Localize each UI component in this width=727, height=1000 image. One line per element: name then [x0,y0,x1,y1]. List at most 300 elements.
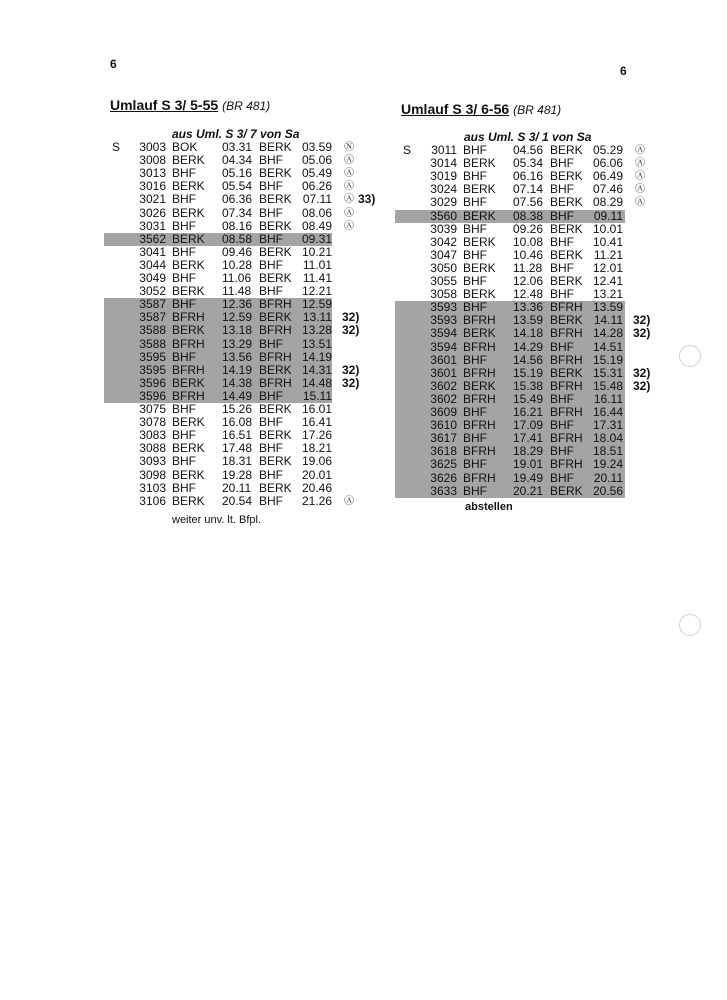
left-title: Umlauf S 3/ 5-55 [110,97,219,113]
arrival-time: 06.06 [592,156,623,171]
page-number-left: 6 [110,57,117,71]
departure-time: 14.18 [513,326,544,341]
from-station: BFRH [463,365,496,380]
departure-time: 10.08 [513,234,544,249]
to-station: BHF [259,336,283,351]
to-station: BERK [259,218,292,233]
departure-time: 18.31 [222,454,253,469]
footnote-ref: 32) [633,326,651,341]
train-number: 3019 [430,169,457,184]
train-number: 3596 [139,388,166,403]
train-number: 3044 [139,257,166,272]
train-number: 3029 [430,195,457,210]
train-number: 3050 [430,260,457,275]
arrival-time: 16.44 [592,405,623,419]
from-station: BERK [172,375,205,390]
arrival-time: 18.04 [592,431,623,446]
to-station: BHF [550,234,574,249]
arrival-time: 06.49 [592,169,623,184]
to-station: BFRH [550,300,583,315]
arrival-time: 19.06 [301,454,332,469]
departure-time: 14.29 [513,339,544,354]
departure-time: 09.26 [513,221,544,236]
departure-time: 17.48 [222,441,253,456]
departure-time: 07.14 [513,182,544,197]
service-marker: S [112,140,121,154]
from-station: BFRH [172,336,205,351]
arrival-time: 11.41 [302,271,332,285]
arrival-time: 10.21 [301,244,332,259]
from-station: BERK [463,378,496,393]
to-station: BFRH [259,297,292,312]
to-station: BHF [550,156,574,171]
train-number: 3106 [139,493,166,508]
arrival-time: 14.31 [301,362,332,377]
arrival-time: 08.06 [301,205,332,220]
to-station: BHF [259,284,283,299]
day-symbol: Ⓐ [344,168,354,180]
to-station: BERK [550,169,583,184]
day-symbol: Ⓐ [635,171,645,183]
departure-time: 17.09 [513,418,544,433]
from-station: BHF [172,271,196,285]
arrival-time: 05.49 [301,166,332,181]
footnote-ref: 32) [342,375,360,390]
departure-time: 13.18 [222,323,253,338]
train-number: 3588 [139,323,166,338]
to-station: BHF [550,391,574,406]
from-station: BERK [172,284,205,299]
train-number: 3052 [139,284,166,299]
to-station: BERK [259,140,292,154]
day-symbol: Ⓐ [344,194,354,206]
train-number: 3602 [430,391,457,406]
departure-time: 15.19 [513,365,544,380]
arrival-time: 11.21 [593,247,623,262]
footnote-ref: 32) [342,310,360,325]
to-station: BERK [550,483,583,498]
arrival-time: 14.48 [301,375,332,390]
arrival-time: 16.01 [301,402,332,416]
departure-time: 10.28 [222,257,253,272]
from-station: BHF [463,195,487,210]
from-station: BHF [463,457,487,472]
from-station: BERK [172,467,205,482]
from-station: BERK [172,415,205,430]
day-symbol: Ⓐ [635,158,645,170]
train-number: 3049 [139,271,166,285]
to-station: BHF [550,182,574,197]
departure-time: 12.06 [513,274,544,288]
train-number: 3602 [430,378,457,393]
arrival-time: 17.31 [592,418,623,433]
departure-time: 08.38 [513,208,544,223]
from-station: BERK [172,205,205,220]
from-station: BERK [172,323,205,338]
arrival-time: 10.41 [592,234,623,249]
departure-time: 14.38 [222,375,253,390]
train-number: 3008 [139,153,166,168]
to-station: BFRH [259,349,292,364]
from-station: BERK [463,326,496,341]
train-number: 3593 [430,313,457,328]
arrival-time: 12.59 [301,297,332,312]
day-symbol: Ⓐ [635,197,645,209]
arrival-time: 07.11 [302,192,332,207]
to-station: BERK [259,244,292,259]
left-subheading: aus Uml. S 3/ 7 von Sa [172,127,300,141]
from-station: BHF [463,483,487,498]
train-number: 3588 [139,336,166,351]
departure-time: 04.34 [222,153,253,168]
departure-time: 20.54 [222,493,253,508]
from-station: BFRH [463,391,496,406]
arrival-time: 14.28 [592,326,623,341]
departure-time: 03.31 [222,140,253,154]
footnote-ref: 32) [342,362,360,377]
arrival-time: 14.19 [301,349,332,364]
arrival-time: 06.26 [301,179,332,194]
departure-time: 07.56 [513,195,544,210]
right-heading [401,101,561,119]
train-number: 3016 [139,179,166,194]
from-station: BFRH [172,362,205,377]
arrival-time: 21.26 [301,493,332,508]
train-number: 3560 [430,208,457,223]
arrival-time: 20.46 [301,480,332,495]
departure-time: 05.54 [222,179,253,194]
from-station: BHF [463,143,487,157]
punch-hole-lower [679,614,701,636]
departure-time: 09.46 [222,244,253,259]
to-station: BFRH [550,352,583,367]
from-station: BERK [172,257,205,272]
arrival-time: 07.46 [592,182,623,197]
from-station: BHF [172,244,196,259]
from-station: BFRH [172,310,205,325]
departure-time: 16.51 [222,428,253,443]
train-number: 3618 [430,444,457,459]
arrival-time: 15.11 [302,388,332,403]
arrival-time: 13.28 [301,323,332,338]
departure-time: 05.34 [513,156,544,171]
from-station: BHF [463,352,487,367]
departure-time: 14.56 [513,352,544,367]
departure-time: 11.48 [222,284,252,299]
from-station: BERK [463,260,496,275]
train-number: 3595 [139,362,166,377]
departure-time: 15.38 [513,378,544,393]
to-station: BERK [550,247,583,262]
departure-time: 14.19 [222,362,253,377]
to-station: BERK [259,362,292,377]
to-station: BHF [550,444,574,459]
arrival-time: 15.31 [592,365,623,380]
to-station: BHF [550,260,574,275]
train-number: 3093 [139,454,166,469]
arrival-time: 17.26 [301,428,332,443]
left-heading [110,97,270,115]
from-station: BFRH [463,339,496,354]
train-number: 3587 [139,310,166,325]
footnote-ref: 32) [633,365,651,380]
to-station: BERK [550,274,583,288]
arrival-time: 20.56 [592,483,623,498]
departure-time: 07.34 [222,205,253,220]
train-number: 3042 [430,234,457,249]
from-station: BHF [172,192,196,207]
from-station: BFRH [172,388,205,403]
day-symbol: Ⓐ [344,155,354,167]
from-station: BHF [463,300,487,315]
departure-time: 17.41 [513,431,544,446]
to-station: BERK [550,313,583,328]
train-number: 3013 [139,166,166,181]
to-station: BERK [550,143,583,157]
to-station: BHF [259,467,283,482]
arrival-time: 11.01 [302,257,332,272]
departure-time: 12.48 [513,287,544,302]
arrival-time: 05.06 [301,153,332,168]
departure-time: 19.01 [513,457,544,472]
arrival-time: 09.31 [301,231,332,246]
departure-time: 11.06 [222,271,252,285]
from-station: BHF [172,218,196,233]
arrival-time: 13.21 [592,287,623,302]
train-number: 3633 [430,483,457,498]
departure-time: 08.16 [222,218,253,233]
departure-time: 12.36 [222,297,253,312]
from-station: BERK [172,179,205,194]
from-station: BHF [463,169,487,184]
left-timetable [112,141,382,531]
train-number: 3103 [139,480,166,495]
departure-time: 18.29 [513,444,544,459]
from-station: BHF [172,402,196,416]
arrival-time: 18.51 [592,444,623,459]
train-number: 3011 [431,143,457,157]
right-footer: abstellen [465,501,513,513]
departure-time: 12.59 [222,310,253,325]
to-station: BHF [259,388,283,403]
to-station: BHF [259,205,283,220]
departure-time: 15.26 [222,402,253,416]
to-station: BERK [259,454,292,469]
train-number: 3625 [430,457,457,472]
from-station: BHF [172,428,196,443]
from-station: BHF [172,166,196,181]
day-symbol: Ⓐ [635,145,645,156]
arrival-time: 08.49 [301,218,332,233]
train-number: 3039 [430,221,457,236]
arrival-time: 13.11 [302,310,332,325]
train-number: 3617 [430,431,457,446]
to-station: BFRH [550,326,583,341]
to-station: BHF [550,339,574,354]
to-station: BERK [259,402,292,416]
from-station: BHF [463,274,487,288]
from-station: BERK [463,182,496,197]
train-number: 3021 [139,192,166,207]
arrival-time: 08.29 [592,195,623,210]
from-station: BHF [463,431,487,446]
from-station: BHF [172,480,196,495]
arrival-time: 12.01 [592,260,623,275]
from-station: BHF [172,454,196,469]
departure-time: 04.56 [513,143,544,157]
departure-time: 13.29 [222,336,253,351]
day-symbol: Ⓐ [635,184,645,196]
arrival-time: 15.48 [592,378,623,393]
to-station: BHF [259,257,283,272]
from-station: BHF [172,349,196,364]
to-station: BFRH [550,431,583,446]
departure-time: 20.11 [222,480,252,495]
right-timetable [403,144,673,514]
to-station: BFRH [259,323,292,338]
day-symbol: Ⓐ [344,220,354,232]
from-station: BERK [172,231,205,246]
from-station: BHF [172,297,196,312]
train-number: 3601 [430,352,457,367]
from-station: BERK [463,287,496,302]
departure-time: 14.49 [222,388,253,403]
right-title: Umlauf S 3/ 6-56 [401,101,510,117]
to-station: BERK [259,166,292,181]
arrival-time: 03.59 [301,140,332,154]
arrival-time: 14.11 [593,313,623,328]
train-number: 3055 [430,274,457,288]
from-station: BFRH [463,418,496,433]
arrival-time: 10.01 [592,221,623,236]
right-subheading: aus Uml. S 3/ 1 von Sa [464,130,592,144]
arrival-time: 20.11 [593,470,623,485]
train-number: 3047 [430,247,457,262]
departure-time: 15.49 [513,391,544,406]
footnote-ref: 32) [633,313,651,328]
train-number: 3058 [430,287,457,302]
footnote-ref: 32) [342,323,360,338]
train-number: 3594 [430,339,457,354]
arrival-time: 16.41 [301,415,332,430]
to-station: BFRH [259,375,292,390]
train-number: 3098 [139,467,166,482]
to-station: BFRH [550,378,583,393]
departure-time: 08.58 [222,231,253,246]
arrival-time: 20.01 [301,467,332,482]
departure-time: 06.16 [513,169,544,184]
from-station: BERK [172,493,205,508]
train-number: 3594 [430,326,457,341]
departure-time: 13.59 [513,313,544,328]
arrival-time: 13.51 [301,336,332,351]
to-station: BERK [550,365,583,380]
to-station: BFRH [550,457,583,472]
footnote-ref: 32) [633,378,651,393]
arrival-time: 12.41 [592,274,623,288]
from-station: BFRH [463,470,496,485]
left-br: (BR 481) [222,99,271,113]
departure-time: 13.56 [222,349,253,364]
train-number: 3088 [139,441,166,456]
departure-time: 06.36 [222,192,253,207]
from-station: BFRH [463,313,496,328]
departure-time: 05.16 [222,166,253,181]
right-br: (BR 481) [513,103,562,117]
train-number: 3031 [139,218,166,233]
departure-time: 19.28 [222,467,253,482]
train-number: 3083 [139,428,166,443]
to-station: BHF [259,441,283,456]
from-station: BFRH [463,444,496,459]
train-number: 3026 [139,205,166,220]
day-symbol: Ⓐ [344,207,354,219]
train-number: 3601 [430,365,457,380]
to-station: BHF [259,415,283,430]
arrival-time: 05.29 [592,143,623,157]
to-station: BHF [259,231,283,246]
to-station: BHF [550,287,574,302]
train-number: 3014 [430,156,457,171]
to-station: BFRH [550,405,583,419]
train-number: 3626 [430,470,457,485]
departure-time: 13.36 [513,300,544,315]
arrival-time: 09.11 [593,208,623,223]
departure-time: 11.28 [513,260,543,275]
to-station: BERK [550,221,583,236]
to-station: BHF [259,179,283,194]
from-station: BERK [172,153,205,168]
train-number: 3024 [430,182,457,197]
train-number: 3003 [139,140,166,154]
from-station: BHF [463,221,487,236]
from-station: BERK [172,441,205,456]
to-station: BHF [550,470,574,485]
footnote-ref: 33) [358,192,376,207]
to-station: BHF [259,153,283,168]
left-footer: weiter unv. lt. Bfpl. [172,514,262,526]
arrival-time: 16.11 [593,391,623,406]
to-station: BHF [550,208,574,223]
day-symbol: Ⓐ [344,495,354,507]
train-number: 3596 [139,375,166,390]
punch-hole-upper [679,345,701,367]
from-station: BERK [463,156,496,171]
train-number: 3610 [430,418,457,433]
train-number: 3595 [139,349,166,364]
arrival-time: 18.21 [301,441,332,456]
from-station: BOK [172,140,198,154]
arrival-time: 15.19 [592,352,623,367]
from-station: BHF [463,247,487,262]
to-station: BERK [550,195,583,210]
to-station: BERK [259,428,292,443]
train-number: 3609 [430,405,457,419]
arrival-time: 14.51 [592,339,623,354]
departure-time: 16.08 [222,415,253,430]
page-number-right: 6 [620,64,627,78]
to-station: BHF [550,418,574,433]
departure-time: 19.49 [513,470,544,485]
arrival-time: 19.24 [592,457,623,472]
train-number: 3593 [430,300,457,315]
train-number: 3562 [139,231,166,246]
to-station: BERK [259,310,292,325]
arrival-time: 13.59 [592,300,623,315]
day-symbol: Ⓐ [344,181,354,193]
train-number: 3078 [139,415,166,430]
to-station: BERK [259,480,292,495]
